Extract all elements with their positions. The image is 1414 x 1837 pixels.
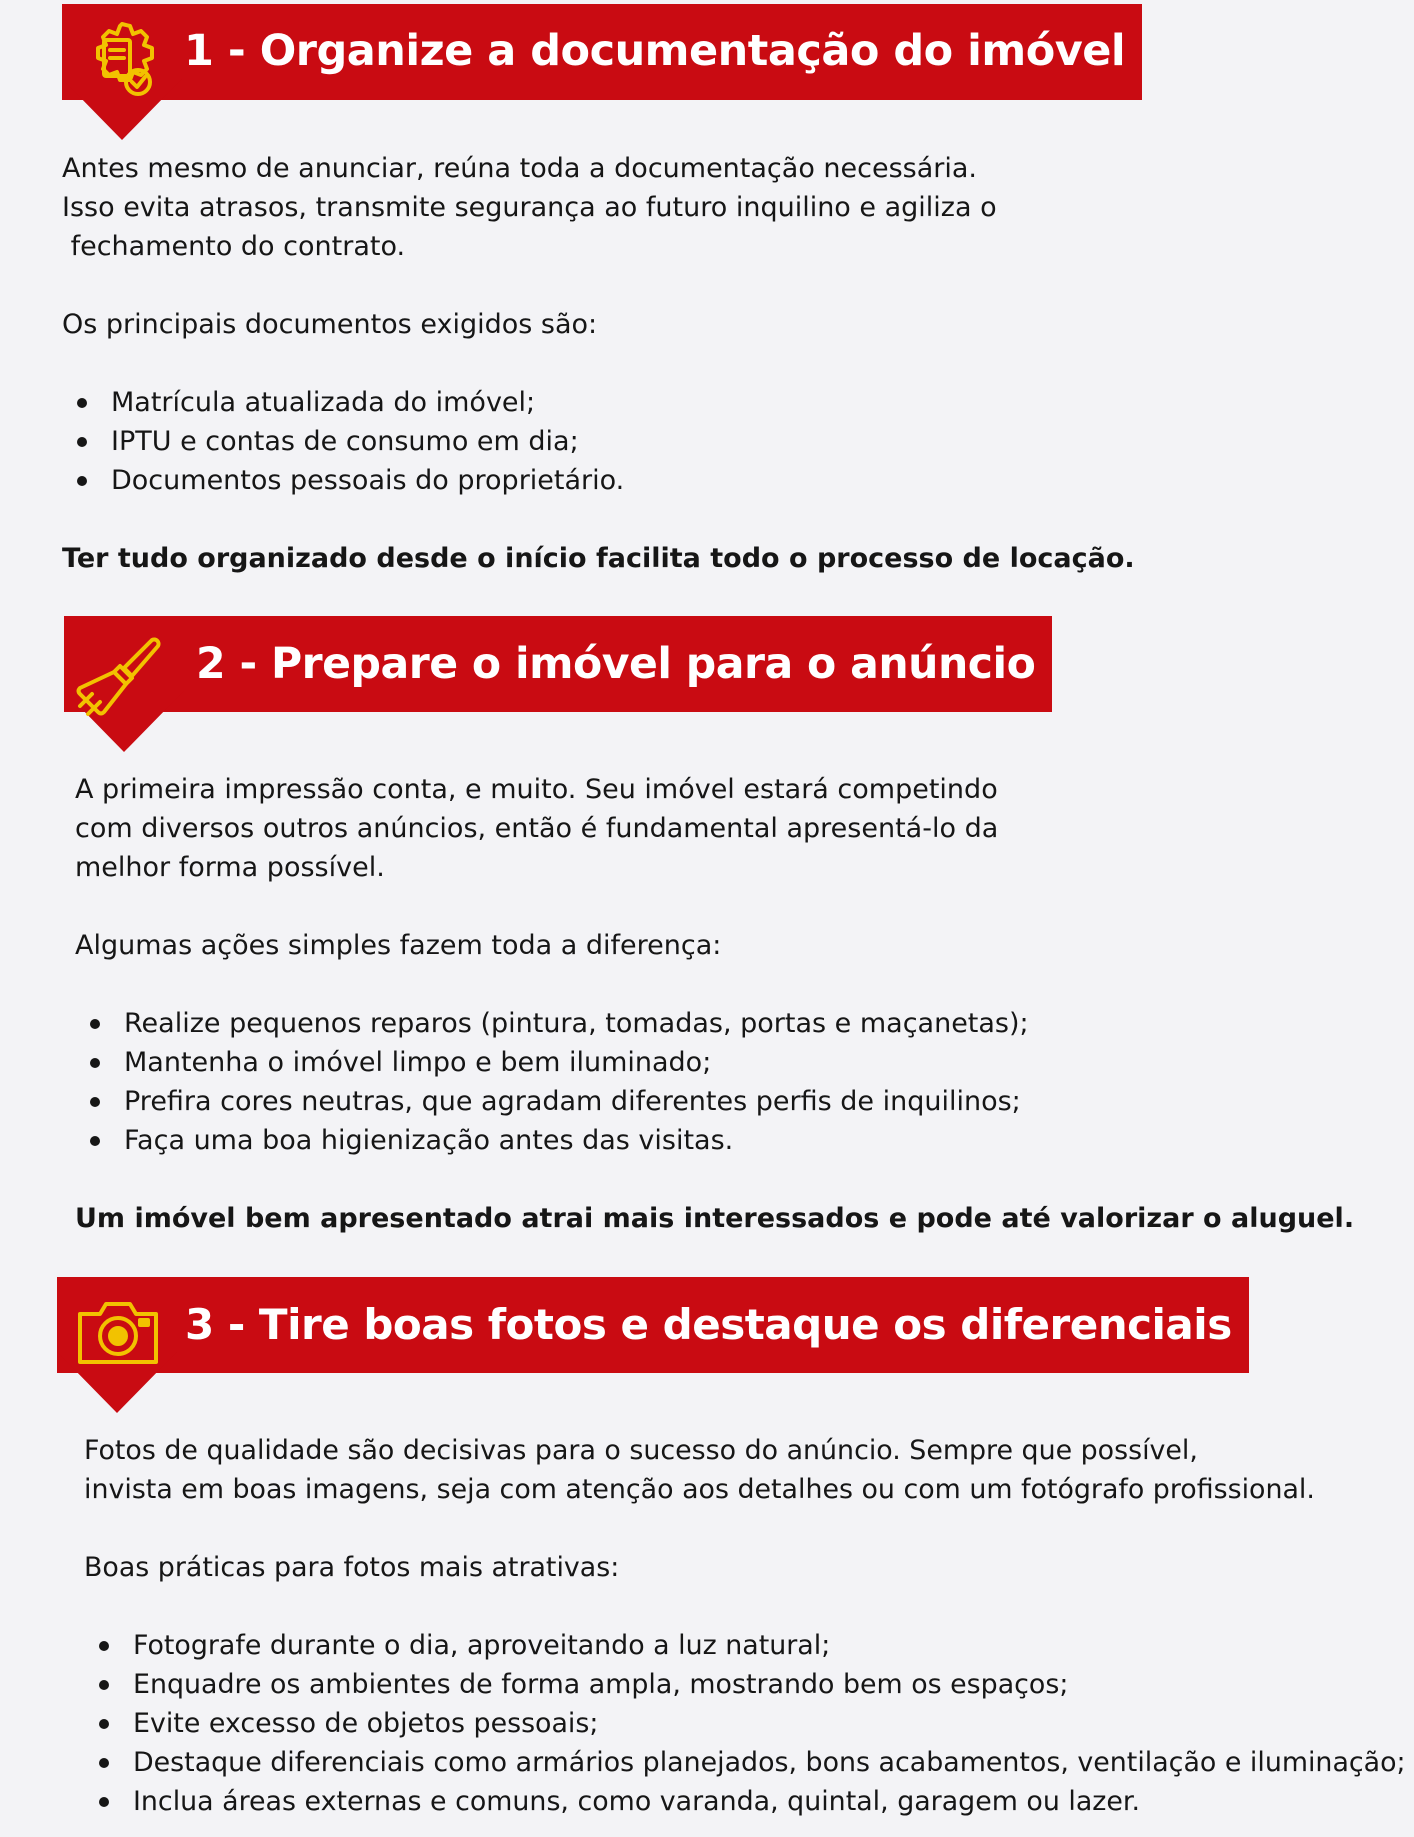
intro-line: com diversos outros anúncios, então é fundamental apresentá-lo da <box>75 813 999 844</box>
section-body <box>62 149 1135 578</box>
section-title: 3 - Tire boas fotos e destaque os diferenciais <box>185 1300 1232 1349</box>
intro-line: Antes mesmo de anunciar, reúna toda a documentação necessária. <box>62 153 978 184</box>
bullet-list <box>75 1004 1354 1160</box>
intro-line: A primeira impressão conta, e muito. Seu imóvel estará competindo <box>75 774 998 805</box>
intro-line: fechamento do contrato. <box>62 231 406 262</box>
list-heading: Boas práticas para fotos mais atrativas: <box>84 1552 620 1583</box>
list-item: Realize pequenos reparos (pintura, tomadas, portas e maçanetas); <box>75 1004 1354 1043</box>
list-heading: Os principais documentos exigidos são: <box>62 309 598 340</box>
list-heading: Algumas ações simples fazem toda a diferença: <box>75 930 722 961</box>
list-item: Inclua áreas externas e comuns, como varanda, quintal, garagem ou lazer. <box>84 1782 1406 1821</box>
paintbrush-icon <box>72 634 164 722</box>
list-item: Destaque diferenciais como armários planejados, bons acabamentos, ventilação e iluminação; <box>84 1743 1406 1782</box>
section-body <box>75 770 1354 1238</box>
closing-statement: Ter tudo organizado desde o início facilita todo o processo de locação. <box>62 543 1135 574</box>
list-item: Fotografe durante o dia, aproveitando a luz natural; <box>84 1626 1406 1665</box>
document-gear-icon <box>80 18 164 108</box>
camera-icon <box>74 1294 162 1370</box>
intro-line: Fotos de qualidade são decisivas para o sucesso do anúncio. Sempre que possível, <box>84 1435 1198 1466</box>
list-item: Enquadre os ambientes de forma ampla, mostrando bem os espaços; <box>84 1665 1406 1704</box>
intro-line: invista em boas imagens, seja com atenção aos detalhes ou com um fotógrafo profissional. <box>84 1474 1315 1505</box>
section-title: 1 - Organize a documentação do imóvel <box>184 26 1126 76</box>
section-body <box>84 1431 1406 1821</box>
list-item: Mantenha o imóvel limpo e bem iluminado; <box>75 1043 1354 1082</box>
bullet-list <box>84 1626 1406 1821</box>
bullet-list <box>62 383 1135 500</box>
section-title: 2 - Prepare o imóvel para o anúncio <box>196 639 1036 689</box>
list-item: Documentos pessoais do proprietário. <box>62 461 1135 500</box>
list-item: Prefira cores neutras, que agradam diferentes perfis de inquilinos; <box>75 1082 1354 1121</box>
list-item: IPTU e contas de consumo em dia; <box>62 422 1135 461</box>
list-item: Matrícula atualizada do imóvel; <box>62 383 1135 422</box>
list-item: Evite excesso de objetos pessoais; <box>84 1704 1406 1743</box>
closing-statement: Um imóvel bem apresentado atrai mais interessados e pode até valorizar o aluguel. <box>75 1203 1355 1234</box>
intro-line: Isso evita atrasos, transmite segurança ao futuro inquilino e agiliza o <box>62 192 997 223</box>
intro-line: melhor forma possível. <box>75 852 385 883</box>
list-item: Faça uma boa higienização antes das visitas. <box>75 1121 1354 1160</box>
